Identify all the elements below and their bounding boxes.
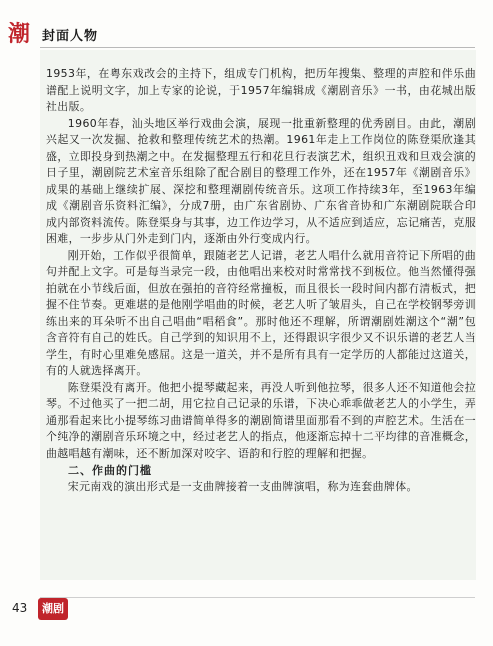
article-paragraph-3: 刚开始，工作似乎很简单，跟随老艺人记谱，老艺人唱什么就用音符记下所唱的曲句并配上文字。可是每当录完一段，由他唱出来校对时常常找不到板位。他当然懂得强拍就在小节线后面，但放在强拍的音符经常撞板，而且很长一段时间内都冇清板式，把握不住节奏。更难堪的是他刚学唱曲的时候，老艺人听了皱眉头，自己在学校钢琴旁训练出来的耳朵听不出自己唱曲“唱稻食”。那时他还不理解，所谓潮剧姓潮这个“潮”包含音符有自己的姓氏。自己学到的知识用不上，还得跟识字很少又不识乐谱的老艺人当学生，有时心里难免感屈。这是一道关，并不是所有具有一定学历的人都能过这道关，有的人就选择离开。	[46, 248, 476, 377]
article-paragraph-5: 宋元南戏的演出形式是一支曲牌接着一支曲牌演唱，称为连套曲牌体。	[67, 480, 418, 493]
magazine-logo: 潮	[8, 21, 31, 47]
article-paragraph-1: 1953年，在粤东戏改会的主持下，组成专门机构，把历年搜集、整理的声腔和伴乐曲谱配上说明文字，加上专家的论说，于1957年编辑成《潮剧音乐》一书，由花城出版社出版。	[46, 67, 476, 113]
section-title: 封面人物	[42, 29, 99, 44]
footer-divider	[40, 597, 475, 598]
header-divider	[40, 47, 475, 48]
article-paragraph-2: 1960年春，汕头地区举行戏曲会演，展现一批重新整理的优秀剧目。由此，潮剧兴起又一次发掘、抢救和整理传统艺术的热潮。1961年走上工作岗位的陈登渠欣逢其盛，立即投身到热潮之中。在发掘整理五行和花旦行表演艺术，组织丑戏和旦戏会演的日子里，潮剧院艺术室音乐组除了配合剧目的整理工作外，还在1957年《潮剧音乐》成果的基础上继续扩展、深挖和整理潮剧传统音乐。这项工作持续3年，至1963年编成《潮剧音乐资料汇编》，分成7册，由广东省剧协、广东省音协和广东潮剧院联合印成内部资料流传。陈登渠身与其事，边工作边学习，从不适应到适应，忘记痛苦，克服困难，一步步从门外走到门内，逐渐由外行变成内行。	[46, 116, 476, 245]
article-paragraph-4: 陈登渠没有离开。他把小提琴藏起来，再没人听到他拉琴，很多人还不知道他会拉琴。不过他买了一把二胡，用它拉自己记录的乐谱，下决心乖乖做老艺人的小学生，弄通那看起来比小提琴练习曲谱简单得多的潮剧简谱里面那看不到的声腔艺术。生活在一个纯净的潮剧音乐环境之中，经过老艺人的指点，他逐渐忘掉十二平均律的音准概念，曲越唱越有潮味，还不断加深对咬字、语韵和行腔的理解和把握。	[46, 380, 476, 460]
article-subheading: 二、作曲的门槛	[68, 464, 152, 477]
footer-logo-badge: 潮剧	[38, 598, 68, 620]
page-number: 43	[12, 601, 28, 615]
article-body	[46, 66, 476, 496]
